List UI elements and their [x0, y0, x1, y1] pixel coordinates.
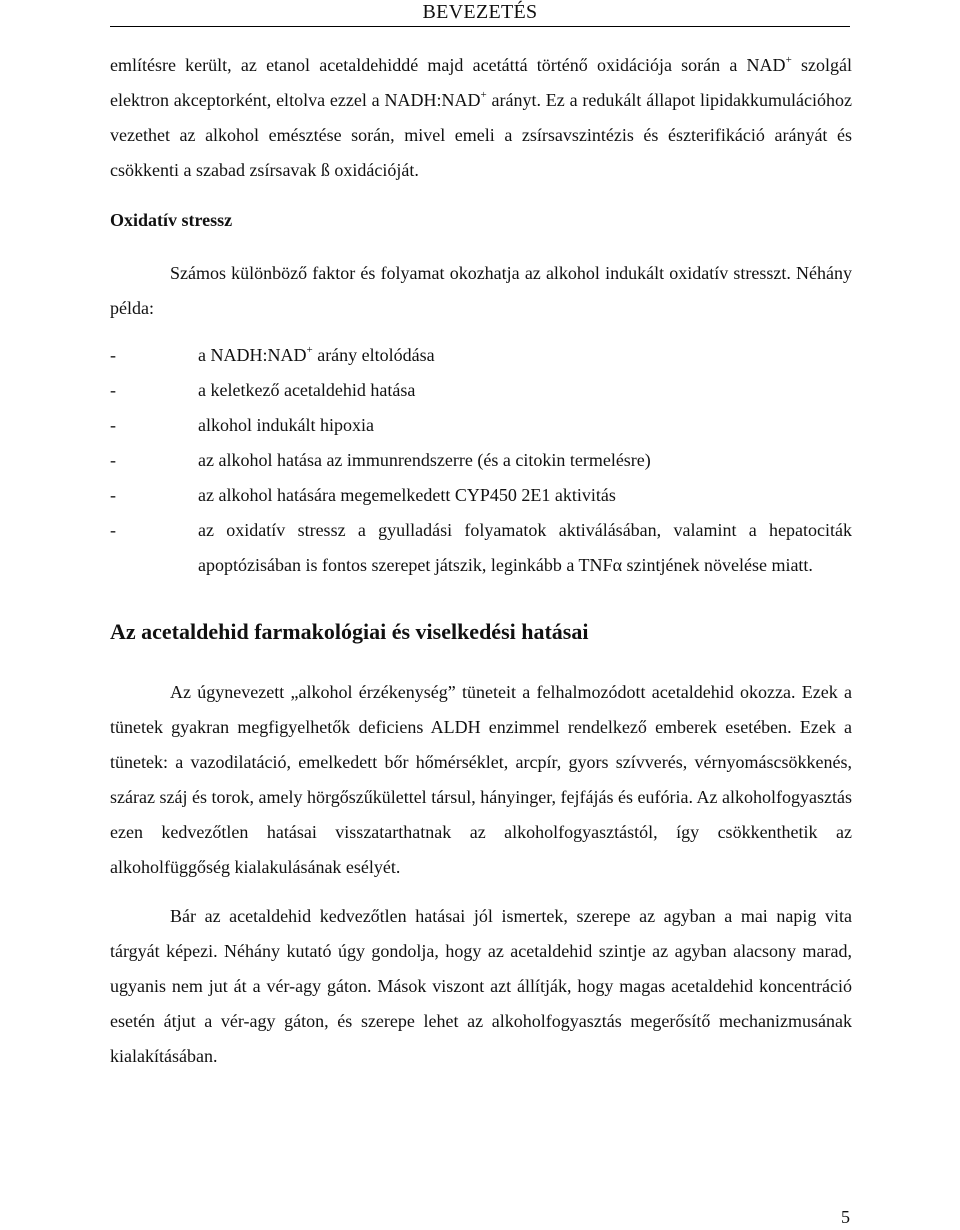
- subsection-heading: Oxidatív stressz: [110, 210, 233, 230]
- list-item: - a NADH:NAD+ arány eltolódása: [110, 344, 435, 365]
- chapter-title: BEVEZETÉS: [422, 1, 538, 23]
- list-item: - alkohol indukált hipoxia: [110, 415, 374, 435]
- superscript-plus: +: [306, 344, 313, 356]
- running-header: [0, 0, 960, 40]
- superscript-plus: +: [480, 89, 487, 101]
- page-content: [110, 48, 852, 1074]
- section-paragraph: Bár az acetaldehid kedvezőtlen hatásai jól ismertek, szerepe az agyban a mai napig vita tárgyát képezi. Néhány kutató úgy gondolja, hogy az acetaldehid szintje az agyban alacsony marad, ugyanis nem jut át a vér-agy gáton. Mások viszont azt állítják, hogy magas acetaldehid koncentráció esetén átjut a vér-agy gáton, és szerepe lehet az alkoholfogyasztás megerősítő mechanizmusának kialakításában.: [110, 906, 852, 1066]
- list-item: - az oxidatív stressz a gyulladási folyamatok aktiválásában, valamint a hepatociták apoptózisában is fontos szerepet játszik, leginkább a TNFα szintjének növelése miatt.: [110, 520, 852, 575]
- superscript-plus: +: [785, 54, 792, 66]
- header-rule: [110, 26, 850, 27]
- example-list: [110, 338, 852, 583]
- section-heading: Az acetaldehid farmakológiai és viselkedési hatásai: [110, 619, 589, 644]
- list-item: - a keletkező acetaldehid hatása: [110, 380, 416, 400]
- intro-paragraph: említésre került, az etanol acetaldehiddé majd acetáttá történő oxidációja során a NAD+ szolgál elektron akceptorként, eltolva ezzel a NADH:NAD+ arányt. Ez a redukált állapot lipidakkumulációhoz vezethet az alkohol emésztése során, mivel emeli a zsírsavszintézis és észterifikáció arányát és csökkenti a szabad zsírsavak ß oxidációját.: [110, 54, 852, 180]
- section-paragraph: Az úgynevezett „alkohol érzékenység” tüneteit a felhalmozódott acetaldehid okozza. Ezek a tünetek gyakran megfigyelhetők deficiens ALDH enzimmel rendelkező emberek esetében. Ezek a tünetek: a vazodilatáció, emelkedett bőr hőmérséklet, arcpír, gyors szívverés, vérnyomáscsökkenés, száraz száj és torok, amely hörgőszűkülettel társul, hányinger, fejfájás és eufória. Az alkoholfogyasztás ezen kedvezőtlen hatásai visszatarthatnak az alkoholfogyasztástól, így csökkenthetik az alkoholfüggőség kialakulásának esélyét.: [110, 682, 852, 877]
- oxidative-intro-paragraph: Számos különböző faktor és folyamat okozhatja az alkohol indukált oxidatív stresszt. Néhány példa:: [110, 263, 852, 318]
- list-item: - az alkohol hatására megemelkedett CYP450 2E1 aktivitás: [110, 485, 616, 505]
- list-item: - az alkohol hatása az immunrendszerre (és a citokin termelésre): [110, 450, 651, 470]
- page-number: 5: [841, 1207, 850, 1227]
